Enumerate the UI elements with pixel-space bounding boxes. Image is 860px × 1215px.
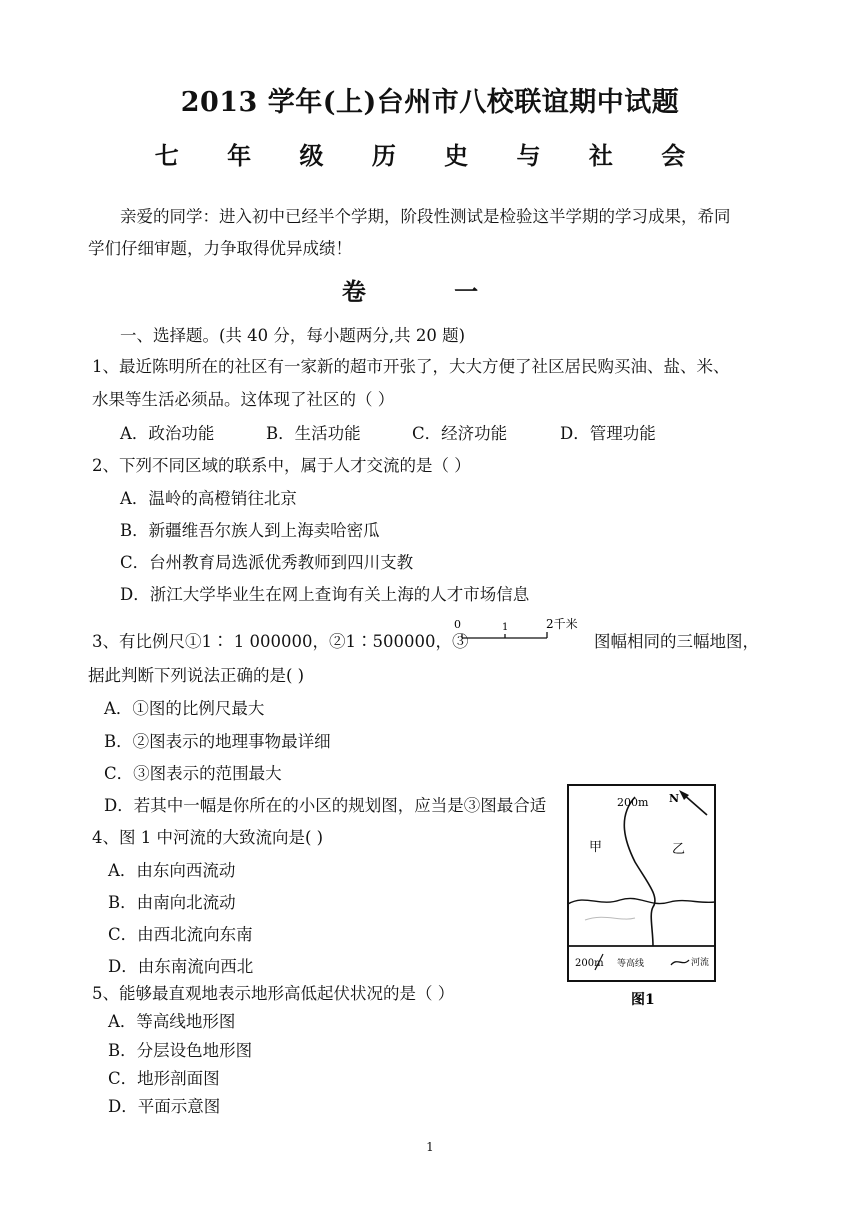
question-5-option-c: C．地形剖面图 bbox=[108, 1069, 220, 1088]
question-1-option-c: C．经济功能 bbox=[412, 424, 508, 443]
question-4-option-a: A．由东向西流动 bbox=[108, 861, 236, 880]
contour-line-faint bbox=[585, 917, 635, 920]
scale-bar bbox=[452, 616, 592, 646]
question-1-option-a: A．政治功能 bbox=[120, 424, 215, 443]
region-jia-label: 甲 bbox=[589, 840, 603, 855]
question-2-stem: 2、下列不同区域的联系中，属于人才交流的是（ ） bbox=[92, 456, 471, 475]
question-2-option-d: D．浙江大学毕业生在网上查询有关上海的人才市场信息 bbox=[120, 585, 530, 604]
question-5-option-a: A．等高线地形图 bbox=[108, 1012, 236, 1031]
question-2-option-a: A．温岭的高橙销往北京 bbox=[120, 489, 297, 508]
figure-caption: 图1 bbox=[631, 992, 655, 1008]
question-4-option-d: D．由东南流向西北 bbox=[108, 957, 254, 976]
question-1-option-b: B．生活功能 bbox=[266, 424, 361, 443]
question-1-stem-line-2: 水果等生活必须品。这体现了社区的（ ） bbox=[92, 390, 395, 409]
question-2-option-c: C．台州教育局选派优秀教师到四川支教 bbox=[120, 553, 414, 572]
figure-1-contour-map bbox=[565, 782, 725, 1012]
scale-label-2: 2千米 bbox=[546, 617, 578, 631]
question-1-option-d: D．管理功能 bbox=[560, 424, 656, 443]
section-title: 卷 一 bbox=[341, 277, 519, 306]
intro-line-1: 亲爱的同学：进入初中已经半个学期，阶段性测试是检验这半学期的学习成果，希同 bbox=[120, 207, 731, 226]
question-3-option-b: B．②图表示的地理事物最详细 bbox=[104, 732, 331, 751]
question-1-stem-line-1: 1、最近陈明所在的社区有一家新的超市开张了，大大方便了社区居民购买油、盐、米、 bbox=[92, 357, 730, 376]
question-3-stem-after-scale: 图幅相同的三幅地图， bbox=[594, 632, 759, 651]
question-5-option-d: D．平面示意图 bbox=[108, 1097, 221, 1116]
scale-label-0: 0 bbox=[454, 618, 461, 631]
question-3-stem-line-1: 3、有比例尺①1∶ 1 000000，②1∶500000，③ bbox=[92, 632, 469, 651]
contour-line bbox=[568, 898, 715, 904]
river-line bbox=[624, 797, 655, 946]
question-4-stem: 4、图 1 中河流的大致流向是( ) bbox=[92, 828, 324, 847]
legend-river-symbol-icon bbox=[671, 960, 689, 965]
question-5-stem: 5、能够最直观地表示地形高低起伏状况的是（ ） bbox=[92, 984, 455, 1003]
contour-value-label: 200m bbox=[617, 796, 649, 809]
legend-contour-text: 等高线 bbox=[617, 959, 645, 969]
scale-label-1: 1 bbox=[502, 622, 509, 633]
region-yi-label: 乙 bbox=[672, 842, 686, 857]
question-3-stem-line-2: 据此判断下列说法正确的是( ) bbox=[88, 666, 305, 685]
section-instruction: 一、选择题。(共 40 分，每小题两分,共 20 题) bbox=[120, 326, 466, 345]
exam-title: 2013 学年(上)台州市八校联谊期中试题 bbox=[180, 87, 680, 118]
question-4-option-b: B．由南向北流动 bbox=[108, 893, 236, 912]
legend-river-text: 河流 bbox=[691, 958, 710, 968]
map-frame bbox=[568, 785, 715, 981]
question-5-option-b: B．分层设色地形图 bbox=[108, 1041, 253, 1060]
question-4-option-c: C．由西北流向东南 bbox=[108, 925, 253, 944]
page-number: 1 bbox=[426, 1140, 434, 1154]
question-3-option-d: D．若其中一幅是你所在的小区的规划图，应当是③图最合适 bbox=[104, 796, 547, 815]
question-3-option-a: A．①图的比例尺最大 bbox=[104, 699, 265, 718]
question-2-option-b: B．新疆维吾尔族人到上海卖哈密瓜 bbox=[120, 521, 380, 540]
legend-contour-value: 200m bbox=[575, 958, 604, 969]
north-label: N bbox=[669, 792, 680, 805]
exam-subtitle: 七 年 级 历 史 与 社 会 bbox=[154, 141, 706, 170]
intro-line-2: 学们仔细审题，力争取得优异成绩！ bbox=[88, 239, 352, 258]
question-3-option-c: C．③图表示的范围最大 bbox=[104, 764, 282, 783]
